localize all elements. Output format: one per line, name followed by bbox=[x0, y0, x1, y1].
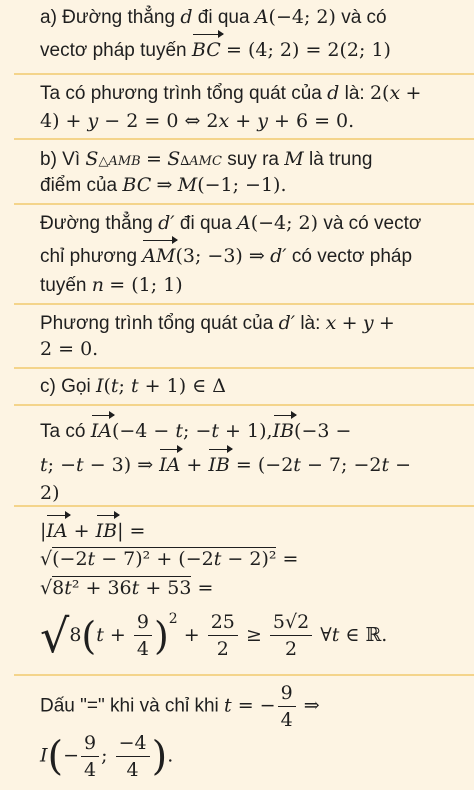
text-line: Ta có IA(−4 − t; −t + 1),IB(−3 − bbox=[40, 420, 352, 442]
text-line: Đường thẳng d′ đi qua A(−4; 2) và có vectơ bbox=[40, 212, 422, 234]
section-divider bbox=[14, 674, 474, 676]
section-divider bbox=[14, 138, 474, 140]
text-line: tuyến n = (1; 1) bbox=[40, 274, 183, 296]
text-line: b) Vì S△AMB = S∆AMC suy ra M là trung bbox=[40, 148, 373, 170]
section-divider bbox=[14, 203, 474, 205]
section-divider bbox=[14, 303, 474, 305]
text-line: c) Gọi I(t; t + 1) ∈ Δ bbox=[40, 375, 226, 397]
text-line: chỉ phương AM(3; −3) ⇒ d′ có vectơ pháp bbox=[40, 245, 413, 267]
text-line: 4) + y − 2 = 0 ⇔ 2x + y + 6 = 0. bbox=[40, 110, 355, 132]
text-line: t; −t − 3) ⇒ IA + IB = (−2t − 7; −2t − bbox=[40, 454, 412, 476]
text-line: √8(t + $\frac{9}{4}$ )$^2$ + $\frac{25}{2}$ ≥ $\frac{5√2}{2}$ ∀t ∈ ℝ. bbox=[40, 608, 388, 663]
text-line: I(− $\frac{9}{4}$ ; $\frac{-4}{4}$ ). bbox=[40, 732, 174, 781]
text-line: |IA + IB| = bbox=[40, 520, 146, 542]
text-line: √8t² + 36t + 53 = bbox=[40, 577, 214, 599]
text-line: Dấu "=" khi và chỉ khi t = − $\frac{9}{4}$ ⇒ bbox=[40, 682, 320, 731]
section-divider bbox=[14, 505, 474, 507]
text-line: vectơ pháp tuyến BC = (4; 2) = 2(2; 1) bbox=[40, 39, 391, 61]
text-line: Phương trình tổng quát của d′ là: x + y + bbox=[40, 312, 395, 334]
text-line: √(−2t − 7)² + (−2t − 2)² = bbox=[40, 548, 299, 570]
section-divider bbox=[14, 73, 474, 75]
text-line: Ta có phương trình tổng quát của d là: 2(x + bbox=[40, 82, 422, 104]
text-line: 2) bbox=[40, 482, 60, 504]
section-divider bbox=[14, 367, 474, 369]
text-line: 2 = 0. bbox=[40, 338, 99, 360]
section-divider bbox=[14, 404, 474, 406]
text-line: điểm của BC ⇒ M(−1; −1). bbox=[40, 174, 287, 196]
text-line: a) Đường thẳng d đi qua A(−4; 2) và có bbox=[40, 6, 387, 28]
